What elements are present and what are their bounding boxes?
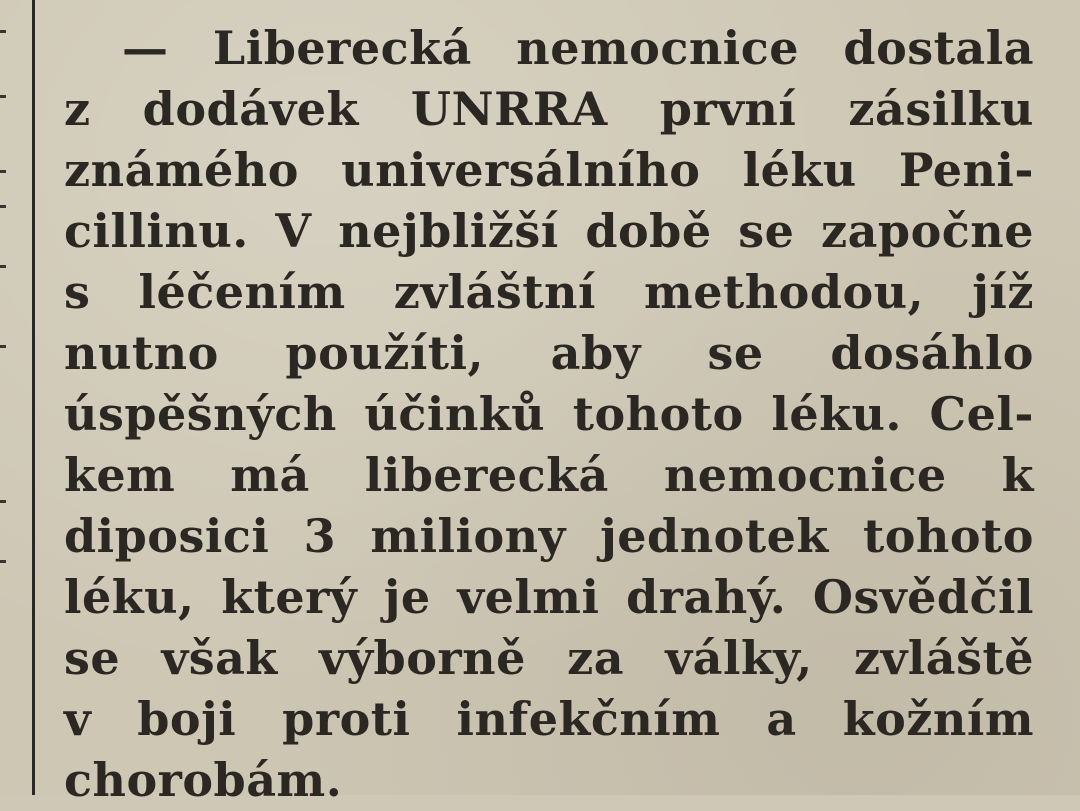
- article-line: cillinu. V nejbližší době se započne: [64, 204, 1034, 258]
- article-line: léku, který je velmi drahý. Osvědčil: [64, 570, 1034, 624]
- article-line: s léčením zvláštní methodou, jíž: [64, 265, 1034, 319]
- article-line: kem má liberecká nemocnice k: [64, 448, 1034, 502]
- article-line: se však výborně za války, zvláště: [64, 631, 1034, 685]
- column-rule: [32, 0, 35, 795]
- article-line: úspěšných účinků tohoto léku. Cel-: [64, 387, 1034, 441]
- article-line: nutno použíti, aby se dosáhlo: [64, 326, 1034, 380]
- news-article: [64, 18, 1034, 811]
- left-margin-marks: [0, 0, 10, 795]
- article-line: známého universálního léku Peni-: [64, 143, 1034, 197]
- article-line: — Liberecká nemocnice dostala: [122, 21, 1034, 75]
- article-line: z dodávek UNRRA první zásilku: [64, 82, 1034, 136]
- article-line: diposici 3 miliony jednotek tohoto: [64, 509, 1034, 563]
- article-line: v boji proti infekčním a kožním: [64, 692, 1034, 746]
- article-line: chorobám.: [64, 753, 343, 807]
